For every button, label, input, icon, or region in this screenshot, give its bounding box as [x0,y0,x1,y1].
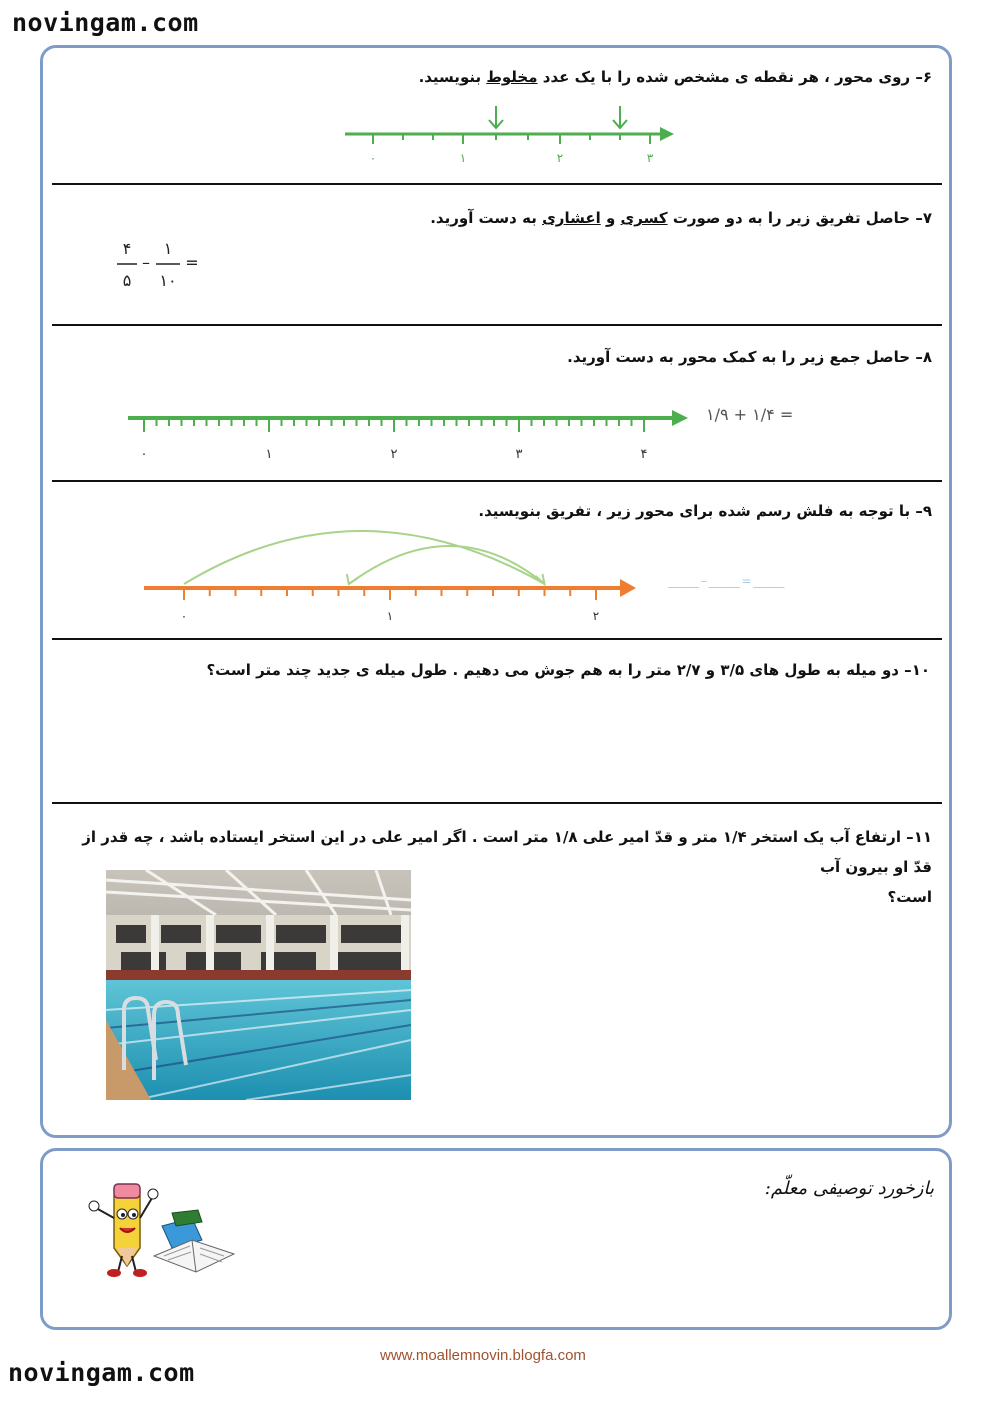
divider [52,802,942,804]
question-10: ۱۰– دو میله به طول های ۳/۵ و ۲/۷ متر را به هم جوش می دهیم . طول میله ی جدید چند متر است؟ [206,661,930,679]
question-7 [430,203,932,233]
number-line-q9 [140,528,650,628]
q8-expression: ۱/۹ + ۱/۴ = [706,405,794,424]
q8-tick-label: ۰ [140,447,148,462]
swimming-pool-image [106,870,411,1100]
q6-text: ۶– روی محور ، هر نقطه ی مشخص شده را با یک عدد [537,68,932,86]
divider [52,638,942,640]
q9-answer-blanks: ______ – ______ = ______ [668,574,784,588]
divider [52,324,942,326]
q11-line-2: است؟ [887,888,932,906]
q7-mid: و [600,209,621,227]
q11-line-1: ۱۱– ارتفاع آب یک استخر ۱/۴ متر و قدّ امیر علی ۱/۸ متر است . اگر امیر علی در این استخر ایستاده باشد ، چه قدر از قدّ او بیرون آب [82,828,932,876]
question-9: ۹– با توجه به فلش رسم شده برای محور زیر ، تفریق بنویسید. [478,502,932,520]
fraction-1-numerator: ۴ [122,239,132,258]
fraction-expression [112,236,212,296]
question-8: ۸– حاصل جمع زیر را به کمک محور به دست آورید. [567,348,932,366]
q9-tick-label: ۰ [180,609,188,623]
q8-tick-label: ۳ [515,447,523,462]
footer-website-link[interactable]: www.moallemnovin.blogfa.com [380,1347,586,1364]
teacher-feedback-label: بازخورد توصیفی معلّم: [764,1178,934,1199]
q6-underlined: مخلوط [486,68,538,86]
arc-arrow-head [347,574,358,584]
arrow-head [620,579,636,597]
q9-tick-label: ۱ [386,609,394,623]
q7-underlined-1: کسری [620,209,668,227]
fraction-2-numerator: ۱ [163,239,173,258]
q7-text: ۷– حاصل تفریق زیر را به دو صورت [667,209,932,227]
q8-tick-label: ۴ [640,447,648,462]
q6-tick-label: ۱ [459,151,467,165]
number-line-q6 [340,100,680,170]
fraction-2-denominator: ۱۰ [159,271,177,290]
jump-arc-back [349,546,545,584]
q6-suffix: بنویسید. [418,68,487,86]
q9-tick-label: ۲ [592,609,600,623]
arrow-head [672,410,688,426]
jump-arc-long [184,531,545,584]
q7-underlined-2: اعشاری [542,209,601,227]
watermark-top: novingam.com [12,8,199,37]
divider [52,183,942,185]
q6-tick-label: ۰ [369,151,377,165]
equals-sign: = [185,253,199,272]
pencil-mascot-icon [84,1178,239,1278]
number-line-q8 [120,398,700,468]
q6-tick-label: ۲ [556,151,564,165]
divider [52,480,942,482]
q8-tick-label: ۱ [265,447,273,462]
q7-suffix: به دست آورید. [430,209,543,227]
watermark-bottom: novingam.com [8,1358,195,1387]
fraction-1-denominator: ۵ [122,271,132,290]
minus-sign: – [142,253,150,272]
q6-tick-label: ۳ [646,151,654,165]
q8-tick-label: ۲ [390,447,398,462]
question-6 [419,62,932,92]
